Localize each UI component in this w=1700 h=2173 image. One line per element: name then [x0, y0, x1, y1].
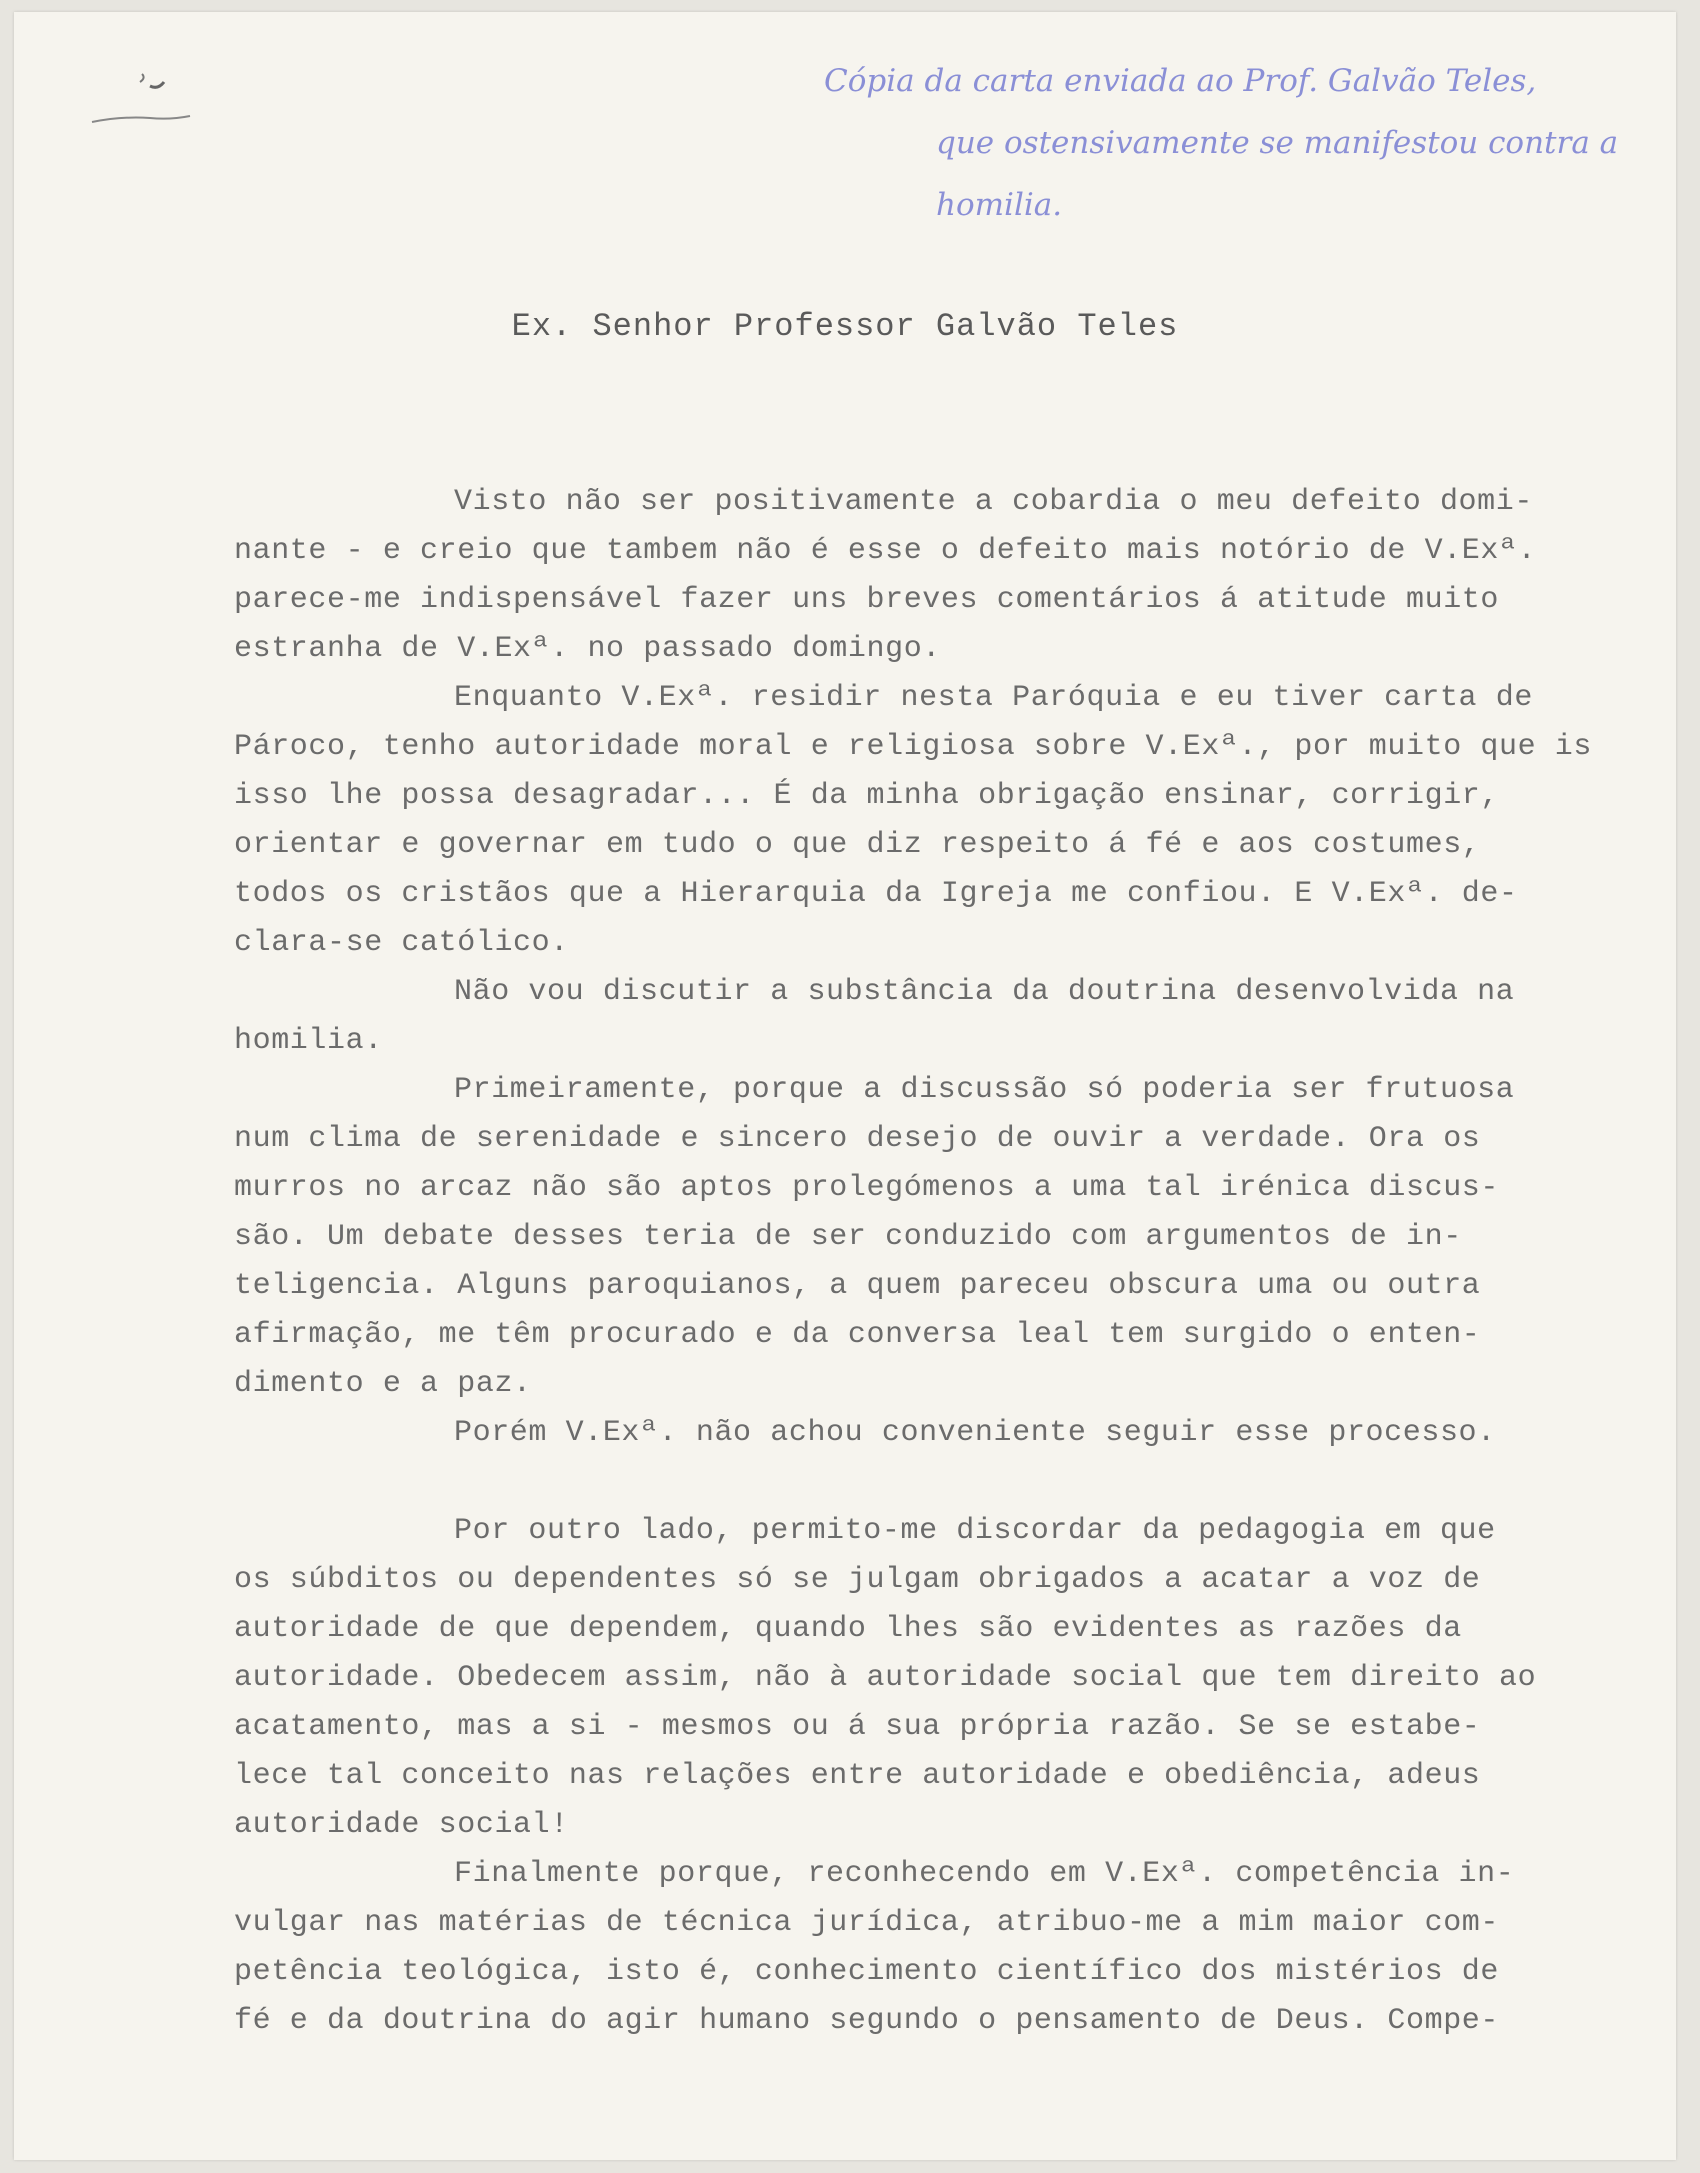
paragraph: [234, 1066, 1634, 1409]
paragraph: [234, 1409, 1634, 1458]
text-line: Enquanto V.Exª. residir nesta Paróquia e eu tiver carta de: [454, 681, 1533, 715]
text-line: Não vou discutir a substância da doutrina desenvolvida na: [454, 975, 1515, 1009]
text-line: parece-me indispensável fazer uns breves comentários á atitude muito: [234, 583, 1499, 617]
text-line: os súbditos ou dependentes só se julgam obrigados a acatar a voz de: [234, 1563, 1481, 1597]
text-line: murros no arcaz não são aptos prolegómenos a uma tal irénica discus-: [234, 1171, 1499, 1205]
text-line: autoridade. Obedecem assim, não à autoridade social que tem direito ao: [234, 1661, 1537, 1695]
text-line: vulgar nas matérias de técnica jurídica, atribuo-me a mim maior com-: [234, 1906, 1499, 1940]
paragraph: [234, 1507, 1634, 1850]
text-line: teligencia. Alguns paroquianos, a quem pareceu obscura uma ou outra: [234, 1269, 1481, 1303]
text-line: nante - e creio que tambem não é esse o defeito mais notório de V.Exª.: [234, 534, 1537, 568]
text-line: clara-se católico.: [234, 926, 569, 960]
text-line: homilia.: [234, 1024, 383, 1058]
handwritten-note-line: que ostensivamente se manifestou contra a: [936, 125, 1619, 161]
pencil-mark: [84, 52, 204, 142]
text-line: petência teológica, isto é, conhecimento científico dos mistérios de: [234, 1955, 1499, 1989]
handwritten-note: [824, 50, 1664, 236]
text-line: fé e da doutrina do agir humano segundo o pensamento de Deus. Compe-: [234, 2004, 1499, 2038]
text-line: Finalmente porque, reconhecendo em V.Exª. competência in-: [454, 1857, 1515, 1891]
letter-body: [234, 478, 1634, 2046]
text-line: isso lhe possa desagradar... É da minha obrigação ensinar, corrigir,: [234, 779, 1499, 813]
text-line: são. Um debate desses teria de ser conduzido com argumentos de in-: [234, 1220, 1462, 1254]
salutation: Ex. Senhor Professor Galvão Teles: [511, 308, 1179, 345]
letter-page: [14, 12, 1676, 2160]
text-line: orientar e governar em tudo o que diz respeito á fé e aos costumes,: [234, 828, 1481, 862]
text-line: Pároco, tenho autoridade moral e religiosa sobre V.Exª., por muito que is: [234, 730, 1593, 764]
paragraph: [234, 1850, 1634, 2046]
text-line: Visto não ser positivamente a cobardia o meu defeito domi-: [454, 485, 1533, 519]
text-line: todos os cristãos que a Hierarquia da Igreja me confiou. E V.Exª. de-: [234, 877, 1518, 911]
handwritten-note-line: homilia.: [936, 187, 1063, 223]
paragraph: [234, 478, 1634, 674]
text-line: dimento e a paz.: [234, 1367, 532, 1401]
paragraph: [234, 968, 1634, 1066]
text-line: estranha de V.Exª. no passado domingo.: [234, 632, 941, 666]
handwritten-note-line: Cópia da carta enviada ao Prof. Galvão Teles,: [824, 63, 1537, 99]
text-line: afirmação, me têm procurado e da conversa leal tem surgido o enten-: [234, 1318, 1481, 1352]
text-line: Por outro lado, permito-me discordar da pedagogia em que: [454, 1514, 1496, 1548]
text-line: Primeiramente, porque a discussão só poderia ser frutuosa: [454, 1073, 1515, 1107]
text-line: acatamento, mas a si - mesmos ou á sua própria razão. Se se estabe-: [234, 1710, 1481, 1744]
text-line: num clima de serenidade e sincero desejo de ouvir a verdade. Ora os: [234, 1122, 1481, 1156]
paragraph: [234, 674, 1634, 968]
text-line: autoridade de que dependem, quando lhes são evidentes as razões da: [234, 1612, 1462, 1646]
text-line: lece tal conceito nas relações entre autoridade e obediência, adeus: [234, 1759, 1481, 1793]
text-line: autoridade social!: [234, 1808, 569, 1842]
text-line: Porém V.Exª. não achou conveniente seguir esse processo.: [454, 1416, 1496, 1450]
